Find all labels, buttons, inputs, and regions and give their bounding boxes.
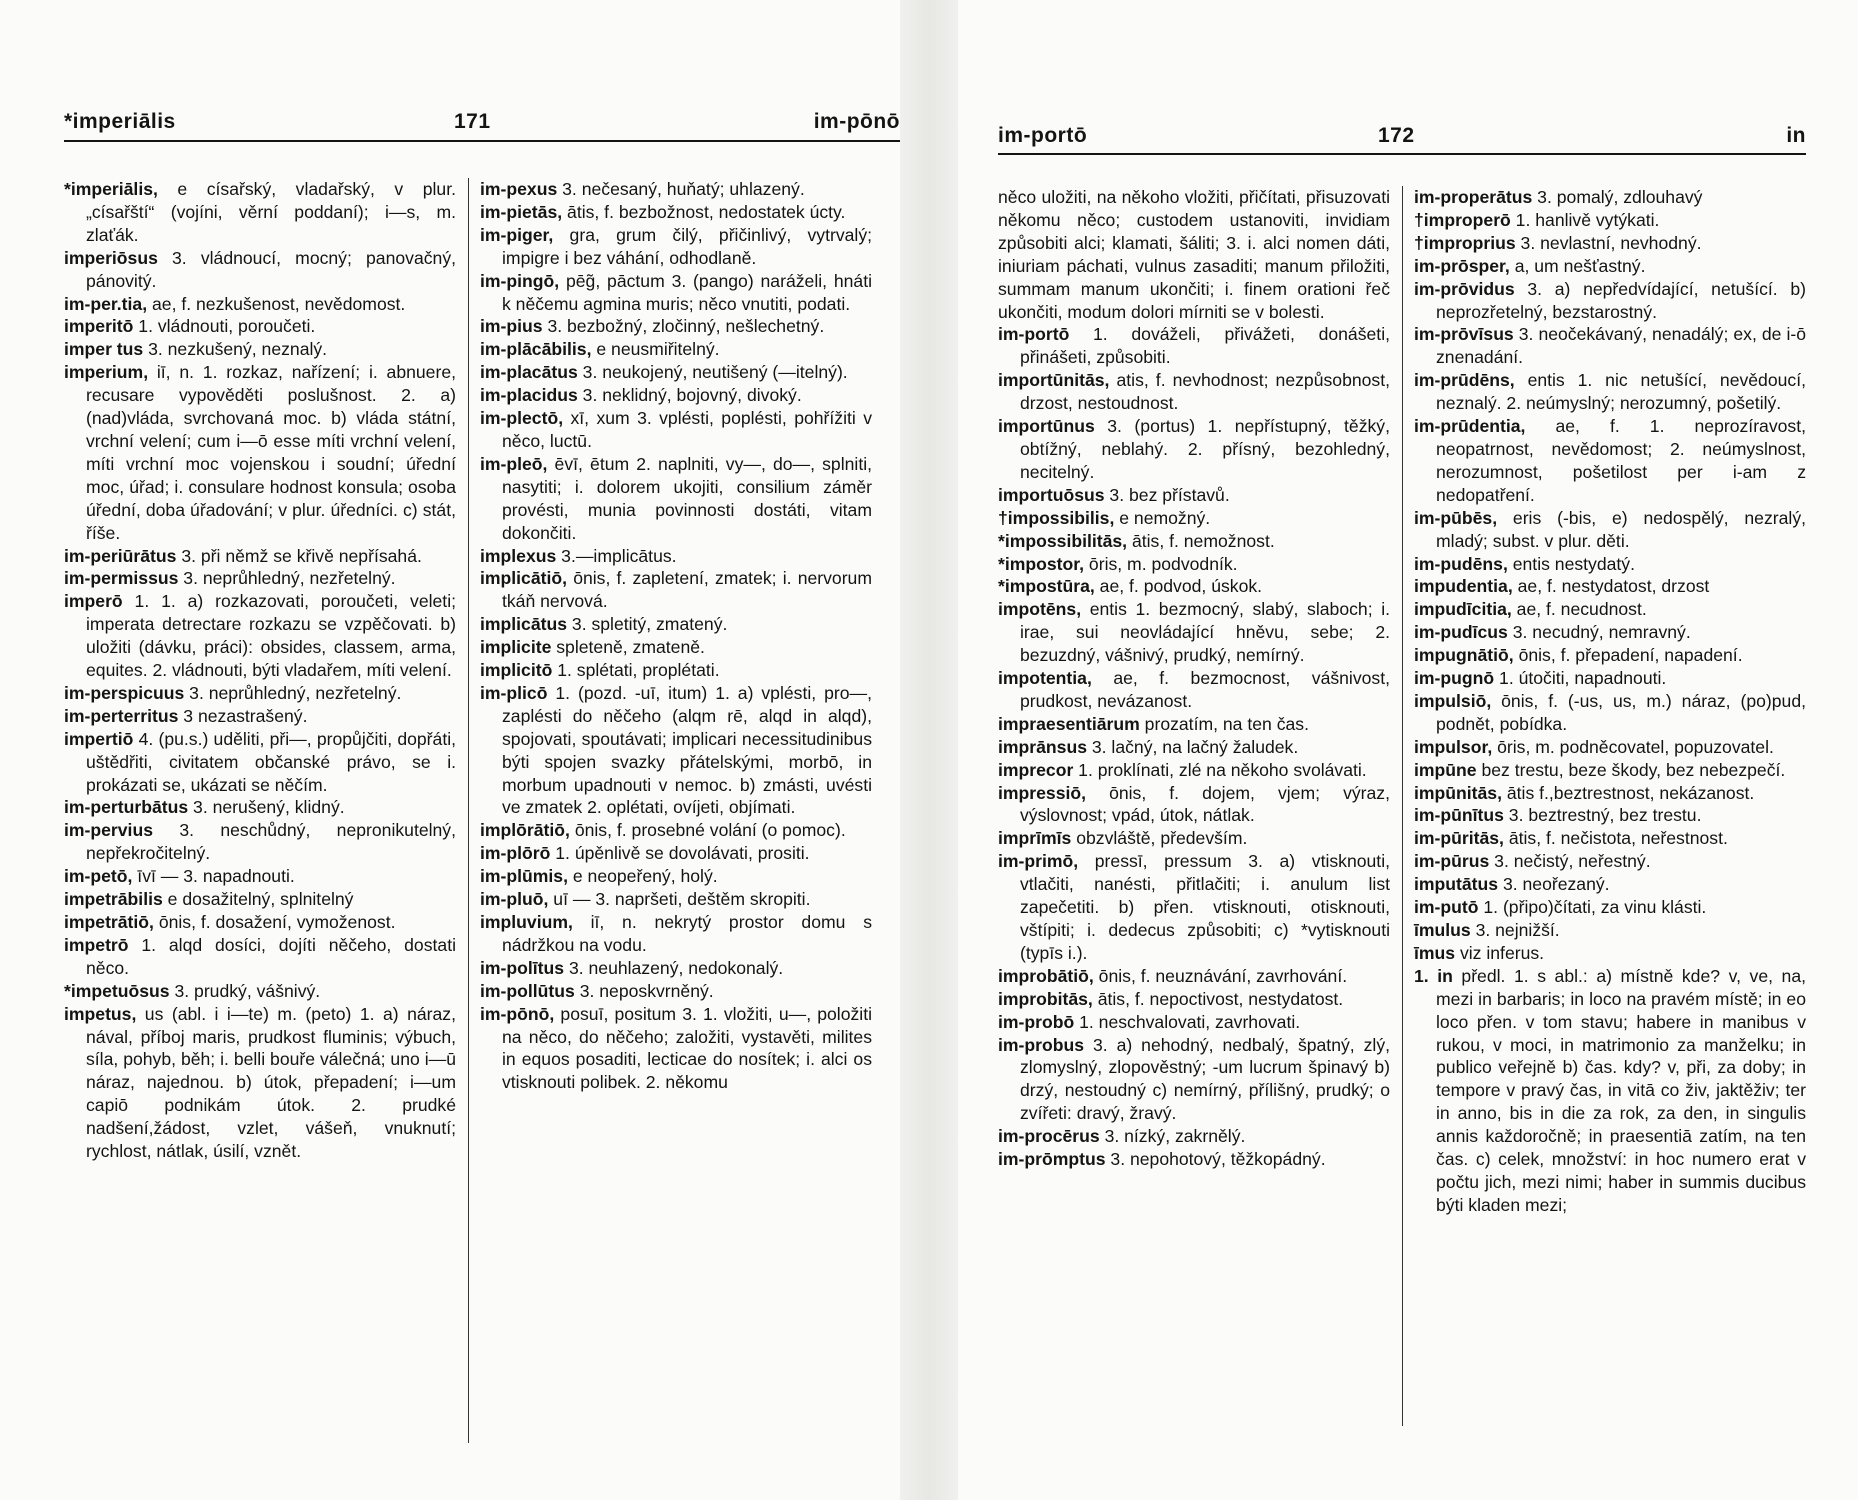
- entry-headword: impetrātiō,: [64, 912, 154, 932]
- entry-definition: ae, f. podvod, úskok.: [1094, 576, 1263, 597]
- dictionary-entry: [1414, 621, 1806, 644]
- column-left: [998, 186, 1390, 1171]
- entry-headword: īmulus: [1414, 920, 1471, 940]
- entry-definition: ae, f. bezmocnost, vášnivost, prudkost, nevázanost.: [1020, 668, 1390, 711]
- page-number: 172: [1378, 124, 1415, 147]
- entry-headword: impugnātiō,: [1414, 645, 1514, 666]
- dictionary-entry: [480, 567, 872, 613]
- entry-definition: 3. vládnoucí, mocný; panovačný, pánovitý.: [86, 247, 456, 291]
- entry-headword: im-probō: [998, 1011, 1075, 1032]
- entry-headword: im-petō,: [64, 866, 133, 887]
- dictionary-entry: [1414, 942, 1806, 965]
- entry-definition: entis nestydatý.: [1507, 553, 1635, 574]
- dictionary-entry: [998, 736, 1390, 759]
- entry-definition: pēg̃, pāctum 3. (pango) naráželi, hnáti k něčemu agmina muris; něco vnutiti, podati.: [502, 270, 872, 314]
- page-header: [64, 110, 900, 144]
- entry-headword: im-prōvidus: [1414, 278, 1515, 299]
- dictionary-entry: [998, 988, 1390, 1011]
- dictionary-entry: [480, 980, 872, 1003]
- entry-definition: 3 nezastrašený.: [178, 705, 308, 726]
- entry-headword: imprecor: [998, 759, 1074, 780]
- entry-definition: 1. vládnouti, poroučeti.: [133, 316, 316, 337]
- entry-definition: us (abl. i i—te) m. (peto) 1. a) náraz, nával, příboj maris, prudkost fluminis; výbuch, síla, pohyb, běh; i. belli bouře válečná; uno i—ū náraz, najednou. b) útok, přepadení; i—um capiō podnikám útok. 2. prudké nadšení,žádost, vzlet, vášeň, vnuknutí; rychlost, nátlak, úsilí, vznět.: [86, 1003, 456, 1162]
- dictionary-entry: [480, 201, 872, 224]
- entry-headword: *impetuōsus: [64, 980, 170, 1001]
- entry-definition: pressī, pressum 3. a) vtisknouti, vtlačiti, nanésti, přitlačiti; i. anulum list zapečetiti. b) přen. vtisknouti, otisknouti, vštípiti; i. dedecus způsobiti; c) *vytisknouti (typīs i.).: [1020, 851, 1390, 963]
- dictionary-entry: [998, 507, 1390, 530]
- entry-definition: ōnis, f. dosažení, vymoženost.: [153, 912, 396, 932]
- column-right: [480, 178, 872, 1094]
- entry-headword: improbitās,: [998, 988, 1093, 1009]
- dictionary-entry: [480, 1003, 872, 1095]
- dictionary-entry: [1414, 919, 1806, 942]
- entry-definition: 3. nízký, zakrnělý.: [1099, 1126, 1246, 1147]
- entry-definition: ātis, f. nečistota, neřestnost.: [1503, 828, 1728, 849]
- entry-definition: 3. neočekávaný, nenadálý; ex, de i-ō znenadání.: [1436, 324, 1806, 368]
- entry-headword: imprīmīs: [998, 828, 1072, 849]
- dictionary-entry: [480, 659, 872, 682]
- entry-definition: gra, grum čilý, přičinlivý, vytrvalý; impigre i bez váhání, odhodlaně.: [502, 224, 872, 268]
- dictionary-entry: [64, 682, 456, 705]
- dictionary-entry: [64, 728, 456, 797]
- entry-headword: implexus: [480, 545, 557, 566]
- dictionary-entry: [480, 819, 872, 842]
- entry-definition: 3. neklidný, bojovný, divoký.: [577, 385, 802, 406]
- dictionary-entry: [480, 224, 872, 270]
- entry-headword: im-primō,: [998, 851, 1079, 872]
- entry-headword: im-prūdentia,: [1414, 416, 1526, 437]
- entry-headword: im-placātus: [480, 362, 578, 383]
- entry-definition: e císařský, vladařský, v plur. „císařští“ (vojíni, věrní poddaní); i—s, m. zlaťák.: [86, 179, 456, 245]
- right-page: [958, 0, 1858, 1500]
- dictionary-entry: [64, 911, 456, 934]
- entry-definition: ōnis, f. neuznávání, zavrhování.: [1093, 965, 1348, 986]
- entry-headword: im-periūrātus: [64, 545, 177, 566]
- dictionary-entry: [1414, 782, 1806, 805]
- dictionary-entry: [998, 965, 1390, 988]
- dictionary-entry: [480, 384, 872, 407]
- entry-headword: *impostūra,: [998, 576, 1095, 597]
- dictionary-entry: [1414, 186, 1806, 209]
- entry-headword: impotēns,: [998, 599, 1082, 620]
- entry-headword: im-plōrō: [480, 843, 551, 864]
- entry-headword: im-perterritus: [64, 705, 179, 726]
- entry-definition: entis 1. nic netušící, nevědoucí, neznalý. 2. neúmyslný; nerozumný, pošetilý.: [1436, 370, 1806, 414]
- dictionary-entry: [64, 293, 456, 316]
- entry-definition: ātis, f. nemožnost.: [1127, 530, 1275, 551]
- header-rule: [64, 140, 900, 142]
- entry-definition: iī, n. nekrytý prostor domu s nádržkou na vodu.: [502, 912, 872, 955]
- dictionary-entry: [1414, 644, 1806, 667]
- dictionary-entry: [1414, 575, 1806, 598]
- entry-definition: bez trestu, beze škody, bez nebezpečí.: [1476, 759, 1786, 780]
- entry-definition: e neopeřený, holý.: [567, 866, 718, 887]
- entry-headword: impetrō: [64, 934, 129, 955]
- dictionary-entry: [1414, 804, 1806, 827]
- entry-headword: impulsiō,: [1414, 690, 1492, 711]
- entry-headword: importuōsus: [998, 484, 1105, 505]
- dictionary-entry: [1414, 736, 1806, 759]
- entry-definition: e dosažitelný, splnitelný: [162, 889, 354, 910]
- entry-headword: *impossibilitās,: [998, 530, 1128, 551]
- entry-definition: 1. (pozd. -uī, itum) 1. a) vplésti, pro—, zaplésti do něčeho (alqm rē, alqd in alqd), spojovati, spoutávati; implicari necessitudinibus býti spojen svazky přátelskými, morbō, in morbum upadnouti v nemoc. b) zmásti, uvésti ve zmatek 2. oplétati, ovíjeti, objímati.: [502, 682, 872, 818]
- entry-definition: ātis, f. bezbožnost, nedostatek úcty.: [562, 201, 846, 222]
- entry-definition: entis 1. bezmocný, slabý, slaboch; i. irae, sui neovládající hněvu, sebe; 2. bezuzdný, vášnivý, prudký, nemírný.: [1020, 599, 1390, 666]
- book-gutter: [900, 0, 958, 1500]
- entry-definition: ōris, m. podvodník.: [1084, 553, 1238, 574]
- entry-definition: ae, f. necudnost.: [1511, 599, 1647, 620]
- entry-headword: im-pudēns,: [1414, 553, 1508, 574]
- entry-headword: im-plācābilis,: [480, 339, 592, 360]
- dictionary-entry: [480, 911, 872, 957]
- entry-headword: im-prūdēns,: [1414, 370, 1515, 391]
- entry-headword: im-pūnītus: [1414, 805, 1504, 826]
- entry-headword: im-pūrus: [1414, 851, 1490, 872]
- entry-headword: impetus,: [64, 1003, 137, 1024]
- entry-headword: im-pius: [480, 316, 543, 337]
- dictionary-entry: [1414, 209, 1806, 232]
- entry-definition: ōnis, f. prosebné volání (o pomoc).: [569, 820, 846, 841]
- dictionary-entry: [480, 636, 872, 659]
- entry-definition: ōnis, f. zapletení, zmatek; i. nervorum tkáň nervová.: [502, 568, 872, 612]
- entry-headword: im-pervius: [64, 820, 153, 841]
- dictionary-entry: [998, 782, 1390, 828]
- header-left-guideword: im-portō: [998, 124, 1088, 147]
- dictionary-entry: [998, 598, 1390, 667]
- entry-definition: 3. neprůhledný, nezřetelný.: [184, 682, 402, 703]
- entry-headword: im-portō: [998, 324, 1070, 345]
- dictionary-entry: [998, 575, 1390, 598]
- entry-headword: implōrātiō,: [480, 820, 570, 841]
- entry-definition: 3. neořezaný.: [1498, 874, 1610, 895]
- dictionary-entry: [64, 567, 456, 590]
- entry-definition: 3. nevlastní, nevhodný.: [1515, 232, 1702, 253]
- dictionary-entry: [1414, 667, 1806, 690]
- entry-definition: 1. 1. a) rozkazovati, poroučeti, veleti; imperata detrectare rozkazu se vzpěčovati. b) uložiti (dávku, práci): obsides, classem, arma, equites. 2. vládnouti, býti vladařem, míti velení.: [86, 591, 456, 681]
- dictionary-entry: [1414, 850, 1806, 873]
- header-left-guideword: *imperiālis: [64, 110, 176, 133]
- entry-definition: 3. neukojený, neutišený (—itelný).: [577, 362, 848, 383]
- entry-headword: impūne: [1414, 759, 1477, 780]
- entry-headword: īmus: [1414, 942, 1456, 963]
- dictionary-entry: [998, 553, 1390, 576]
- dictionary-entry: [998, 1125, 1390, 1148]
- dictionary-entry: [998, 827, 1390, 850]
- dictionary-entry: [1414, 873, 1806, 896]
- dictionary-entry: [1414, 759, 1806, 782]
- entry-definition: 3. nečesaný, huňatý; uhlazený.: [557, 179, 805, 199]
- entry-definition: 3. pomalý, zdlouhavý: [1532, 187, 1703, 207]
- entry-headword: implicātiō,: [480, 568, 568, 589]
- entry-headword: impudīcitia,: [1414, 599, 1512, 620]
- dictionary-entry: [64, 1003, 456, 1163]
- entry-headword: impūnitās,: [1414, 782, 1502, 803]
- dictionary-entry: [64, 934, 456, 980]
- entry-definition: ae, f. nezkušenost, nevědomost.: [147, 293, 406, 314]
- entry-headword: im-plectō,: [480, 408, 564, 429]
- dictionary-entry: [64, 980, 456, 1003]
- entry-headword: im-pugnō: [1414, 668, 1495, 689]
- dictionary-entry: [998, 415, 1390, 484]
- dictionary-entry: [998, 713, 1390, 736]
- dictionary-entry: [480, 957, 872, 980]
- dictionary-entry: [480, 361, 872, 384]
- dictionary-entry: [998, 1148, 1390, 1171]
- entry-headword: im-procērus: [998, 1126, 1100, 1147]
- entry-headword: impotentia,: [998, 668, 1092, 689]
- dictionary-entry: [64, 705, 456, 728]
- dictionary-entry: [998, 1011, 1390, 1034]
- dictionary-entry: [480, 842, 872, 865]
- entry-headword: impressiō,: [998, 782, 1087, 803]
- dictionary-entry: [1414, 896, 1806, 919]
- entry-definition: ōnis, f. (-us, us, m.) náraz, (po)pud, podnět, pobídka.: [1436, 690, 1806, 734]
- entry-headword: †improprius: [1414, 232, 1516, 253]
- dictionary-entry: [998, 323, 1390, 369]
- dictionary-entry: [64, 315, 456, 338]
- entry-definition: ōris, m. podněcovatel, popuzovatel.: [1492, 736, 1774, 757]
- entry-headword: 1. in: [1414, 965, 1453, 986]
- entry-definition: 3. spletitý, zmatený.: [567, 614, 728, 635]
- entry-definition: ōnis, f. dojem, vjem; výraz, výslovnost; vpád, útok, nátlak.: [1020, 782, 1390, 826]
- dictionary-entry: [480, 545, 872, 568]
- entry-definition: xī, xum 3. vplésti, poplésti, pohřížiti v něco, luctū.: [502, 408, 872, 451]
- entry-headword: impraesentiārum: [998, 713, 1140, 734]
- entry-definition: ātis f.,beztrestnost, nekázanost.: [1501, 782, 1755, 803]
- entry-headword: im-putō: [1414, 897, 1479, 918]
- entry-headword: imperitō: [64, 316, 134, 337]
- entry-definition: 3. neschůdný, nepronikutelný, nepřekročitelný.: [86, 820, 456, 864]
- dictionary-entry: [480, 178, 872, 201]
- entry-headword: *imperiālis,: [64, 179, 158, 199]
- dictionary-entry: [1414, 690, 1806, 736]
- entry-headword: implicitō: [480, 660, 553, 681]
- header-right-guideword: im-pōnō: [813, 110, 900, 133]
- entry-definition: 3. beztrestný, bez trestu.: [1503, 805, 1702, 826]
- entry-definition: 1. útočiti, napadnouti.: [1494, 668, 1667, 689]
- dictionary-entry: [1414, 415, 1806, 507]
- dictionary-entry: [480, 338, 872, 361]
- entry-headword: im-prōvīsus: [1414, 324, 1514, 345]
- entry-definition: předl. 1. s abl.: a) místně kde? v, ve, na, mezi in barbaris; in loco na pravém místě; in eo loco přen. v tom stavu; habere in manibus v rukou, v moci, in matrimonio za manželku; in publico veřejně b) čas. kdy? v, při, za doby; in tempore v pravý čas, in vitā co živ, jaktěživ; ter in anno, bis in die za rok, za den, in singulis annis každoročně; in praesentiā zatím, na ten čas. c) celek, množství: in hoc numero erat v počtu jich, mezi nimi; haber in summis ducibus býti kladen mezi;: [1436, 965, 1806, 1215]
- entry-headword: im-pollūtus: [480, 980, 575, 1001]
- dictionary-entry: [1414, 323, 1806, 369]
- entry-definition: 3. a) nehodný, nedbalý, špatný, zlý, zlomyslný, zlopověstný; -um lucrum špinavý b) drzý, nestoudný c) nemírný, přílišný, prudký; o zvířeti: dravý, žravý.: [1020, 1034, 1390, 1124]
- entry-headword: impetrābilis: [64, 889, 163, 910]
- column-divider: [1402, 186, 1403, 1426]
- entry-headword: *impostor,: [998, 553, 1085, 574]
- entry-headword: importūnus: [998, 416, 1095, 437]
- entry-headword: im-per.tia,: [64, 293, 148, 314]
- entry-headword: imprānsus: [998, 736, 1087, 757]
- entry-headword: impulsor,: [1414, 736, 1493, 757]
- entry-headword: imperium,: [64, 362, 149, 383]
- dictionary-entry: [998, 667, 1390, 713]
- entry-definition: 1. (připo)čítati, za vinu klásti.: [1478, 897, 1707, 918]
- entry-definition: 3. bez přístavů.: [1104, 484, 1230, 505]
- dictionary-entry: [1414, 369, 1806, 415]
- entry-headword: impertiō: [64, 728, 134, 749]
- entry-definition: e neusmiřitelný.: [591, 339, 720, 360]
- entry-headword: im-piger,: [480, 224, 554, 245]
- dictionary-entry: [1414, 827, 1806, 850]
- entry-definition: iī, n. 1. rozkaz, nařízení; i. abnuere, recusare vypověděti poslušnost. 2. a) (nad)vláda, svrchovaná moc. b) vláda státní, vrchní velení; cum i—ō esse míti vrchní velení, míti vrchní moc vojenskou i soudní; úřední moc, úřad; i. consulare hodnost konsula; osoba úřední, doba úřadování; v plur. úředníci. c) stát, říše.: [86, 362, 456, 543]
- dictionary-entry: [64, 865, 456, 888]
- entry-definition: 3. lačný, na lačný žaludek.: [1086, 736, 1299, 757]
- dictionary-entry: [480, 453, 872, 545]
- entry-definition: 1. splétati, proplétati.: [552, 660, 720, 681]
- entry-definition: spleteně, zmateně.: [551, 637, 705, 658]
- entry-definition: 1. hanlivě vytýkati.: [1510, 209, 1660, 230]
- entry-headword: †improperō: [1414, 209, 1511, 230]
- entry-definition: 3. neposkvrněný.: [574, 980, 714, 1001]
- dictionary-entry: [1414, 598, 1806, 621]
- entry-definition: 1. dováželi, přivážeti, donášeti, přinášeti, způsobiti.: [1020, 324, 1390, 368]
- entry-definition: posuī, positum 3. 1. vložiti, u—, položiti na něco, do něčeho; založiti, vystavěti, milites in equos posaditi, lecticae do nosítek; i. alci os vtisknouti polibek. 2. někomu: [502, 1003, 872, 1093]
- entry-headword: imputātus: [1414, 874, 1499, 895]
- entry-headword: impluvium,: [480, 912, 573, 932]
- entry-headword: impudentia,: [1414, 576, 1513, 597]
- entry-headword: im-prōsper,: [1414, 255, 1510, 276]
- dictionary-entry: [998, 1034, 1390, 1126]
- entry-headword: im-permissus: [64, 568, 179, 589]
- entry-definition: 3. bezbožný, zločinný, nešlechetný.: [542, 316, 825, 337]
- header-rule: [998, 153, 1806, 155]
- entry-definition: 3. neuhlazený, nedokonalý.: [564, 957, 784, 978]
- entry-headword: imperiōsus: [64, 247, 158, 268]
- entry-definition: 3. (portus) 1. nepřístupný, těžký, obtížný, neblahý. 2. přísný, bezohledný, necitelný.: [1020, 416, 1390, 482]
- entry-definition: 3. nejnižší.: [1470, 920, 1560, 940]
- dictionary-entry: [480, 315, 872, 338]
- entry-definition: viz inferus.: [1455, 942, 1545, 963]
- dictionary-entry: [998, 369, 1390, 415]
- dictionary-entry: [1414, 507, 1806, 553]
- dictionary-entry: [64, 545, 456, 568]
- entry-definition: ae, f. 1. neprozíravost, neopatrnost, nevědomost; 2. neúmyslnost, nerozumnost, pošetilost per i-am z nedopatření.: [1436, 416, 1806, 505]
- entry-definition: atis, f. nevhodnost; nezpůsobnost, drzost, nestoudnost.: [1020, 370, 1390, 414]
- entry-headword: im-plicō: [480, 682, 548, 703]
- entry-headword: improbātiō,: [998, 965, 1094, 986]
- dictionary-entry: [64, 796, 456, 819]
- entry-definition: īvī — 3. napadnouti.: [132, 866, 295, 887]
- entry-definition: ēvī, ētum 2. naplniti, vy—, do—, splniti, nasytiti; i. dolorem ukojiti, consilium záměr provésti, munia povinnosti dostáti, vitam dokončiti.: [502, 453, 872, 543]
- entry-headword: im-pudīcus: [1414, 622, 1508, 643]
- dictionary-entry: [64, 590, 456, 682]
- column-divider: [468, 178, 469, 1443]
- entry-definition: e nemožný.: [1114, 507, 1211, 528]
- entry-headword: †impossibilis,: [998, 507, 1115, 528]
- entry-definition: 3. necudný, nemravný.: [1507, 622, 1691, 643]
- entry-headword: imperō: [64, 591, 123, 612]
- dictionary-entry: [64, 338, 456, 361]
- dictionary-entry: [1414, 553, 1806, 576]
- entry-definition: 3. neprůhledný, nezřetelný.: [178, 568, 396, 589]
- entry-headword: im-properātus: [1414, 187, 1533, 207]
- dictionary-entry: [480, 270, 872, 316]
- entry-definition: a, um nešťastný.: [1509, 255, 1646, 276]
- entry-headword: implicite: [480, 637, 552, 658]
- entry-definition: uī — 3. napršeti, deštěm skropiti.: [548, 889, 811, 910]
- entry-headword: im-pluō,: [480, 889, 549, 910]
- entry-headword: im-polītus: [480, 957, 565, 978]
- entry-definition: ātis, f. nepoctivost, nestydatost.: [1092, 988, 1344, 1009]
- dictionary-entry: [998, 759, 1390, 782]
- dictionary-entry: [1414, 232, 1806, 255]
- dictionary-entry: [64, 247, 456, 293]
- entry-headword: im-perspicuus: [64, 682, 185, 703]
- entry-headword: im-perturbātus: [64, 797, 189, 818]
- entry-definition: 1. úpěnlivě se dovolávati, prositi.: [550, 843, 810, 864]
- entry-headword: im-pūbēs,: [1414, 507, 1498, 528]
- entry-headword: im-prōmptus: [998, 1149, 1106, 1170]
- dictionary-entry: [998, 530, 1390, 553]
- entry-headword: imper tus: [64, 339, 144, 360]
- entry-definition: 3. nepohotový, těžkopádný.: [1105, 1149, 1326, 1170]
- dictionary-entry: [1414, 965, 1806, 1217]
- entry-definition: 3. nerušený, klidný.: [188, 797, 345, 818]
- entry-headword: im-pōnō,: [480, 1003, 555, 1024]
- dictionary-entry: [998, 850, 1390, 965]
- dictionary-entry: [998, 186, 1390, 323]
- entry-definition: 3.—implicātus.: [556, 545, 677, 566]
- entry-definition: 1. neschvalovati, zavrhovati.: [1074, 1011, 1301, 1032]
- entry-definition: eris (-bis, e) nedospělý, nezralý, mladý; subst. v plur. děti.: [1436, 507, 1806, 551]
- dictionary-entry: [1414, 278, 1806, 324]
- dictionary-entry: [480, 407, 872, 453]
- entry-definition: 1. alqd dosíci, dojíti něčeho, dostati něco.: [86, 934, 456, 978]
- entry-definition: 1. proklínati, zlé na někoho svolávati.: [1073, 759, 1367, 780]
- entry-definition: ae, f. nestydatost, drzost: [1512, 576, 1710, 597]
- entry-headword: im-pexus: [480, 179, 558, 199]
- dictionary-entry: [480, 888, 872, 911]
- dictionary-entry: [480, 613, 872, 636]
- entry-headword: im-plūmis,: [480, 866, 568, 887]
- dictionary-entry: [64, 178, 456, 247]
- entry-definition: ōnis, f. přepadení, napadení.: [1513, 645, 1743, 666]
- entry-headword: im-pietās,: [480, 201, 563, 222]
- entry-definition: 4. (pu.s.) uděliti, při—, propůjčiti, dopřáti, uštědřiti, civitatem občanské právo, se i. prokázati se, ukázati se něčím.: [86, 728, 456, 795]
- dictionary-entry: [64, 888, 456, 911]
- entry-definition: 3. při němž se křivě nepřísahá.: [176, 545, 422, 566]
- dictionary-entry: [64, 819, 456, 865]
- dictionary-entry: [1414, 255, 1806, 278]
- column-left: [64, 178, 456, 1163]
- entry-headword: im-probus: [998, 1034, 1085, 1055]
- header-right-guideword: in: [1786, 124, 1806, 147]
- entry-definition: prozatím, na ten čas.: [1139, 713, 1309, 734]
- dictionary-entry: [480, 682, 872, 819]
- page-number: 171: [454, 110, 491, 133]
- entry-definition: obzvláště, především.: [1071, 828, 1248, 849]
- entry-headword: im-pingō,: [480, 270, 560, 291]
- entry-definition: 3. nečistý, neřestný.: [1489, 851, 1651, 872]
- entry-headword: importūnitās,: [998, 370, 1110, 391]
- dictionary-entry: [480, 865, 872, 888]
- entry-headword: implicātus: [480, 614, 568, 635]
- entry-definition: 3. a) nepředvídající, netušící. b) neprozřetelný, bezstarostný.: [1436, 278, 1806, 322]
- column-right: [1414, 186, 1806, 1217]
- entry-headword: im-pleō,: [480, 453, 548, 474]
- entry-headword: im-placidus: [480, 385, 578, 406]
- left-page: [0, 0, 900, 1500]
- entry-definition: něco uložiti, na někoho vložiti, přičítati, přisuzovati někomu něco; custodem ustanoviti, invidiam způsobiti alci; klamati, šáliti; 3. i. alci nomen dáti, iniuriam páchati, vulnus zasaditi; manum přiložiti, summam manum ukončiti; i. finem orationi řeč ukončiti, modum dolori mírniti se v bolesti.: [998, 187, 1390, 322]
- dictionary-entry: [998, 484, 1390, 507]
- entry-definition: 3. nezkušený, neznalý.: [143, 339, 328, 360]
- dictionary-entry: [64, 361, 456, 544]
- entry-headword: im-pūritās,: [1414, 828, 1504, 849]
- entry-definition: 3. prudký, vášnivý.: [169, 980, 321, 1001]
